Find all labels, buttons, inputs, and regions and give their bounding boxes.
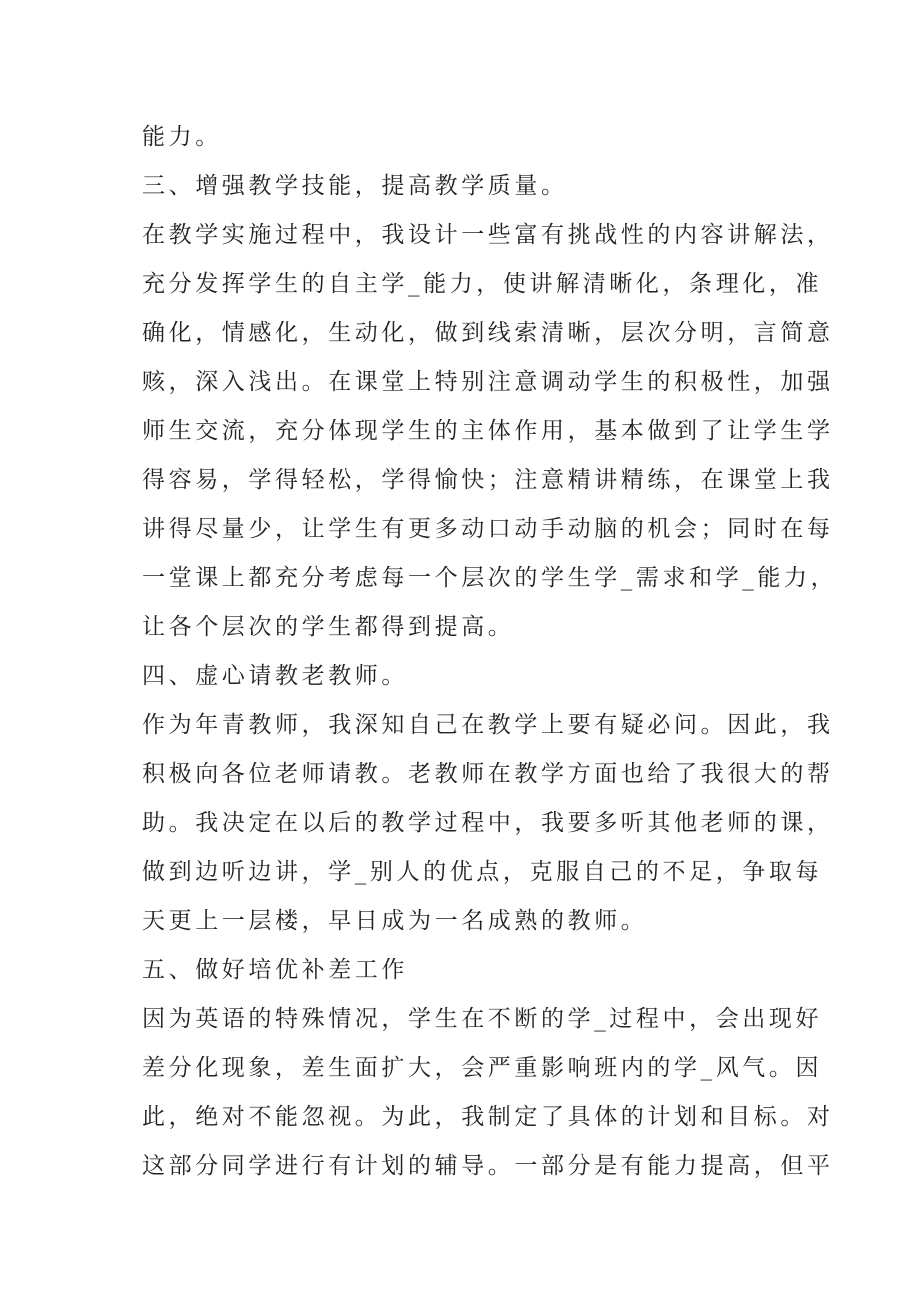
section-heading-3 (142, 162, 800, 211)
text-line: 得容易，学得轻松，学得愉快；注意精讲精练，在课堂上我 (142, 467, 834, 493)
text-line: 师生交流，充分体现学生的主体作用，基本做到了让学生学 (142, 418, 834, 444)
text-line: 助。我决定在以后的教学过程中，我要多听其他老师的课， (142, 810, 834, 836)
text-line: 差分化现象，差生面扩大，会严重影响班内的学_风气。因 (142, 1055, 823, 1081)
text-line: 讲得尽量少，让学生有更多动口动手动脑的机会；同时在每 (142, 516, 834, 542)
text-line: 做到边听边讲，学_别人的优点，克服自己的不足，争取每 (142, 859, 823, 885)
text-line: 此，绝对不能忽视。为此，我制定了具体的计划和目标。对 (142, 1104, 834, 1130)
text-line: 充分发挥学生的自主学_能力，使讲解清晰化，条理化，准 (142, 271, 823, 297)
text-line: 能力。 (142, 124, 222, 150)
text-line: 一堂课上都充分考虑每一个层次的学生学_需求和学_能力， (142, 565, 838, 591)
text-line: 作为年青教师，我深知自己在教学上要有疑必问。因此，我 (142, 712, 834, 738)
heading-text: 四、虚心请教老教师。 (142, 663, 408, 689)
heading-text: 五、做好培优补差工作 (142, 957, 408, 983)
text-line: 积极向各位老师请教。老教师在教学方面也给了我很大的帮 (142, 761, 834, 787)
text-line: 赅，深入浅出。在课堂上特别注意调动学生的积极性，加强 (142, 369, 834, 395)
text-line: 天更上一层楼，早日成为一名成熟的教师。 (142, 908, 648, 934)
paragraph-tutoring (142, 995, 834, 1191)
text-line: 确化，情感化，生动化，做到线索清晰，层次分明，言简意 (142, 320, 834, 346)
paragraph-consult-teachers (142, 701, 834, 946)
text-line: 这部分同学进行有计划的辅导。一部分是有能力提高，但平 (142, 1153, 834, 1179)
text-line: 让各个层次的学生都得到提高。 (142, 614, 515, 640)
section-heading-4 (142, 652, 800, 701)
paragraph-continuation (142, 113, 800, 162)
heading-text: 三、增强教学技能，提高教学质量。 (142, 173, 568, 199)
section-heading-5 (142, 946, 800, 995)
text-line: 因为英语的特殊情况，学生在不断的学_过程中，会出现好 (142, 1006, 823, 1032)
paragraph-teaching-skills (142, 211, 838, 652)
text-line: 在教学实施过程中，我设计一些富有挑战性的内容讲解法， (142, 222, 834, 248)
